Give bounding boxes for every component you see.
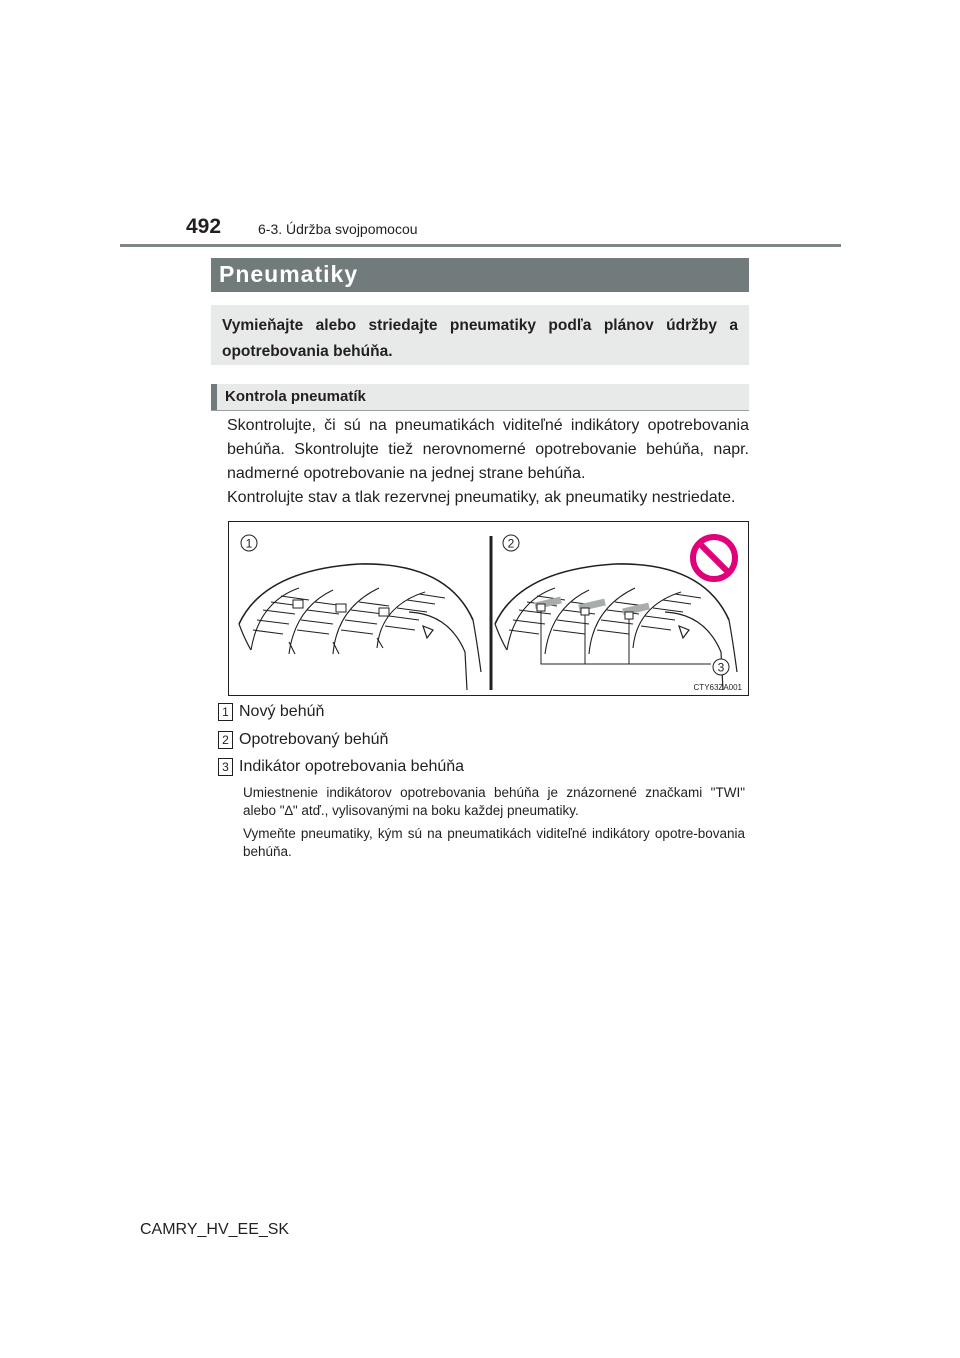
callout-3 [713,659,729,675]
legend-number: 3 [218,758,233,776]
new-tread-tire [239,564,481,690]
legend-item-1 [218,703,324,725]
prohibition-icon [693,537,735,579]
legend-number: 1 [218,703,233,721]
intro-box: Vymieňajte alebo striedajte pneumatiky podľa plánov údržby a opotrebovania behúňa. [211,305,749,365]
legend-label: Nový behúň [239,703,325,720]
page-number: 492 [186,215,222,238]
page-title: Pneumatiky [211,258,749,292]
footer-model-code: CAMRY_HV_EE_SK [140,1221,290,1238]
callout-2 [503,535,519,551]
paragraph-check-indicators: Skontrolujte, či sú na pneumatikách viditeľné indikátory opotrebovania behúňa. Skontrolujte tiež nerovnomerné opotrebovanie behúňa, napr. nadmerné opotrebovanie na jednej strane behúňa. [227,417,749,482]
legend-item-3 [218,758,464,780]
callout-1 [241,535,257,551]
paragraph-spare-tire: Kontrolujte stav a tlak rezervnej pneumatiky, ak pneumatiky nestriedate. [227,489,736,506]
legend-label: Opotrebovaný behúň [239,731,389,748]
legend-label: Indikátor opotrebovania behúňa [239,758,465,775]
legend-number: 2 [218,731,233,749]
subsection-title: Kontrola pneumatík [211,384,749,410]
note-replace-tires: Vymeňte pneumatiky, kým sú na pneumatikách viditeľné indikátory opotre-bovania behúňa. [243,826,745,859]
tire-figure [228,521,749,696]
legend-item-2 [218,731,388,753]
section-reference: 6-3. Údržba svojpomocou [258,221,418,237]
worn-tread-tire [495,564,737,690]
figure-code: CTY63ZA001 [693,683,742,692]
header-rule [120,244,841,247]
note-indicator-location: Umiestnenie indikátorov opotrebovania behúňa je znázornené značkami "TWI" alebo "∆" atď., vylisovanými na boku každej pneumatiky. [243,785,745,818]
callout-1-label: 1 [245,536,253,551]
subsection-rule [211,410,749,411]
callout-3-label: 3 [717,660,725,675]
tire-illustration [229,522,749,696]
callout-2-label: 2 [507,536,515,551]
